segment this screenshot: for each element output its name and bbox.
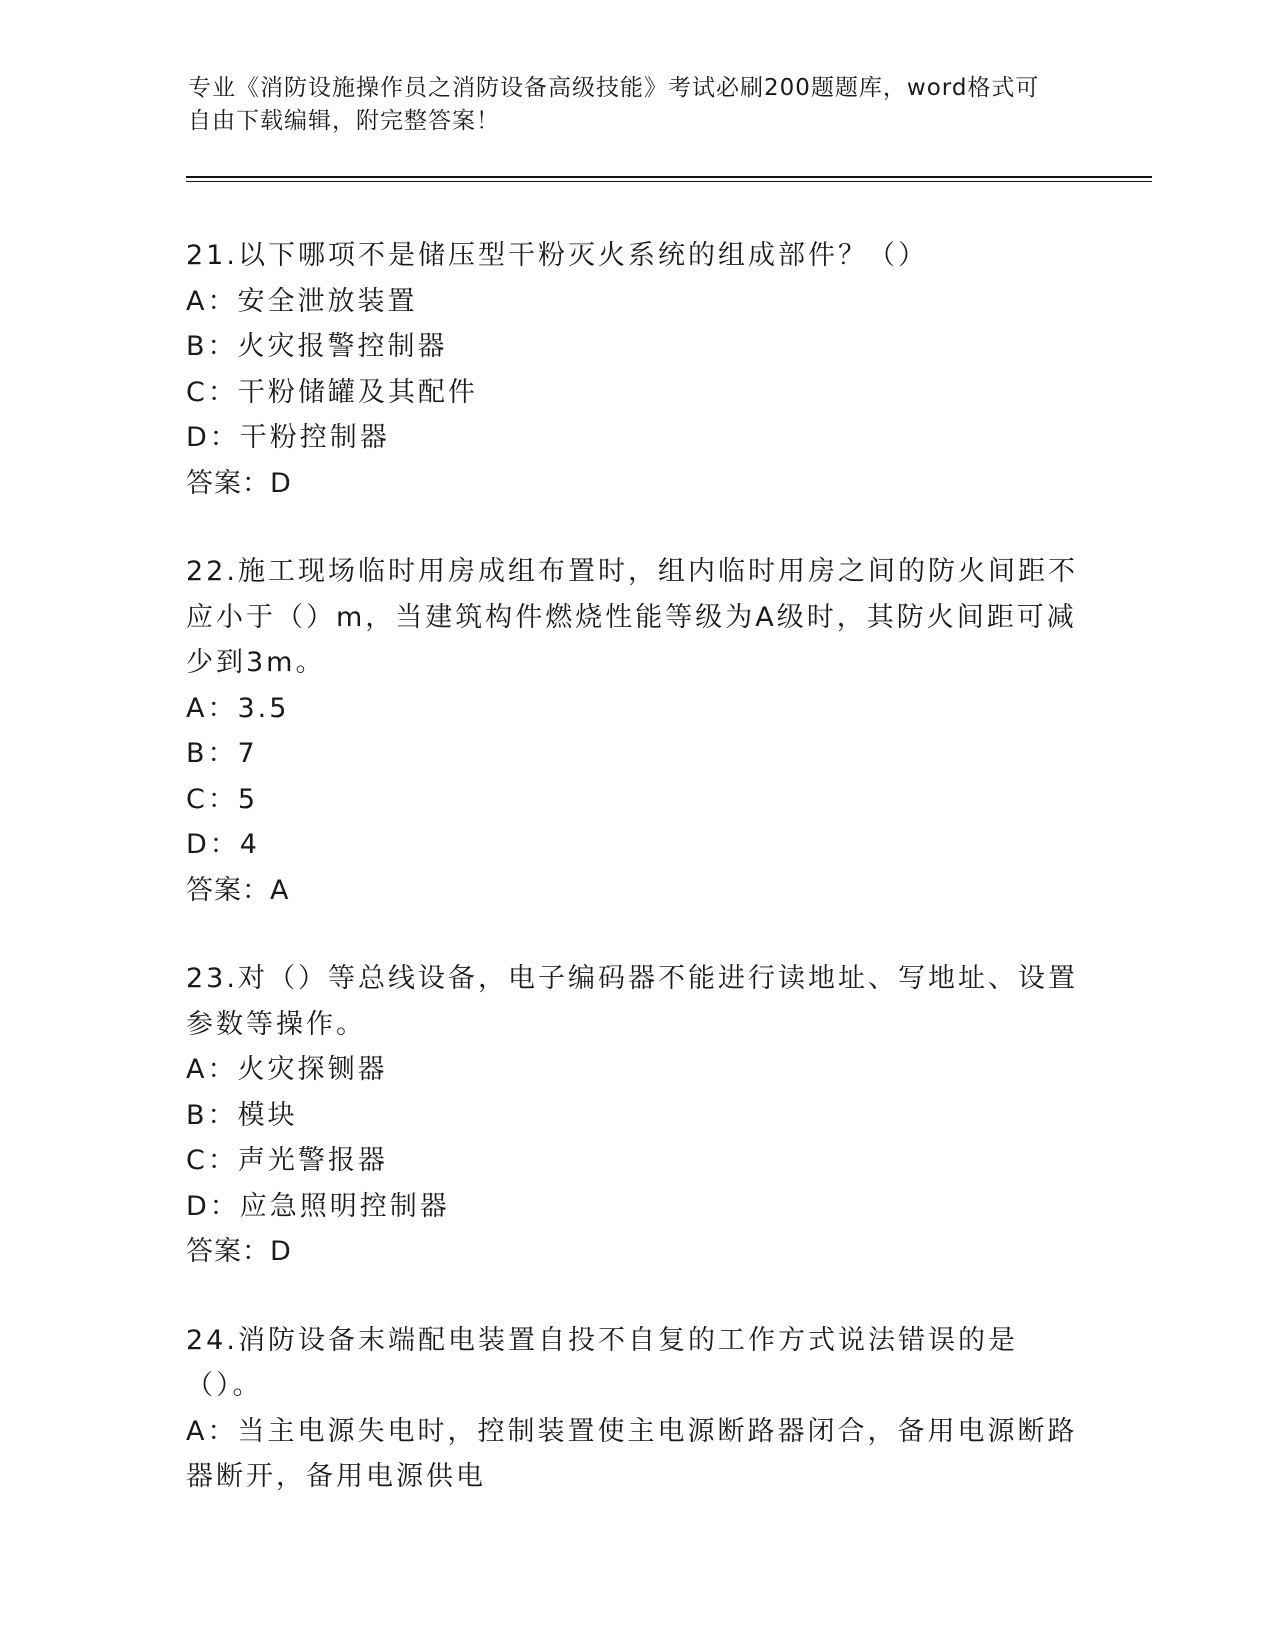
header-rule-thin xyxy=(186,181,1152,182)
question-list xyxy=(186,233,1086,1543)
header-line-1: 专业《消防设施操作员之消防设备高级技能》考试必刷200题题库，word格式可 xyxy=(188,75,1040,101)
header-line-2: 自由下载编辑，附完整答案！ xyxy=(188,108,500,134)
question-22 xyxy=(186,549,1086,913)
question-text: 24.消防设备末端配电装置自投不自复的工作方式说法错误的是（）。 xyxy=(186,1324,1018,1401)
question-21 xyxy=(186,233,1086,506)
option-d: D：4 xyxy=(186,829,260,860)
option-b: B：火灾报警控制器 xyxy=(186,331,448,362)
question-23 xyxy=(186,956,1086,1275)
question-text: 22.施工现场临时用房成组布置时，组内临时用房之间的防火间距不应小于（）m，当建筑构件燃烧性能等级为A级时，其防火间距可减少到3m。 xyxy=(186,556,1078,678)
option-a: A：当主电源失电时，控制装置使主电源断路器闭合，备用电源断路器断开，备用电源供电 xyxy=(186,1415,1078,1492)
answer-line: 答案：D xyxy=(186,467,292,499)
option-c: C：干粉储罐及其配件 xyxy=(186,376,478,408)
option-b: B：7 xyxy=(186,738,258,769)
document-header xyxy=(188,72,1088,138)
question-text: 21.以下哪项不是储压型干粉灭火系统的组成部件？（） xyxy=(186,240,928,271)
question-text: 23.对（）等总线设备，电子编码器不能进行读地址、写地址、设置参数等操作。 xyxy=(186,963,1078,1040)
option-a: A：3.5 xyxy=(186,692,290,724)
option-d: D：应急照明控制器 xyxy=(186,1190,450,1222)
option-a: A：安全泄放装置 xyxy=(186,285,418,317)
answer-line: 答案：A xyxy=(186,874,290,906)
question-24 xyxy=(186,1318,1086,1500)
option-a: A：火灾探铡器 xyxy=(186,1054,388,1085)
answer-line: 答案：D xyxy=(186,1236,292,1267)
option-b: B：模块 xyxy=(186,1099,298,1131)
option-d: D：干粉控制器 xyxy=(186,422,390,453)
option-c: C：5 xyxy=(186,783,259,815)
option-c: C：声光警报器 xyxy=(186,1145,388,1176)
header-rule-thick xyxy=(186,176,1152,178)
